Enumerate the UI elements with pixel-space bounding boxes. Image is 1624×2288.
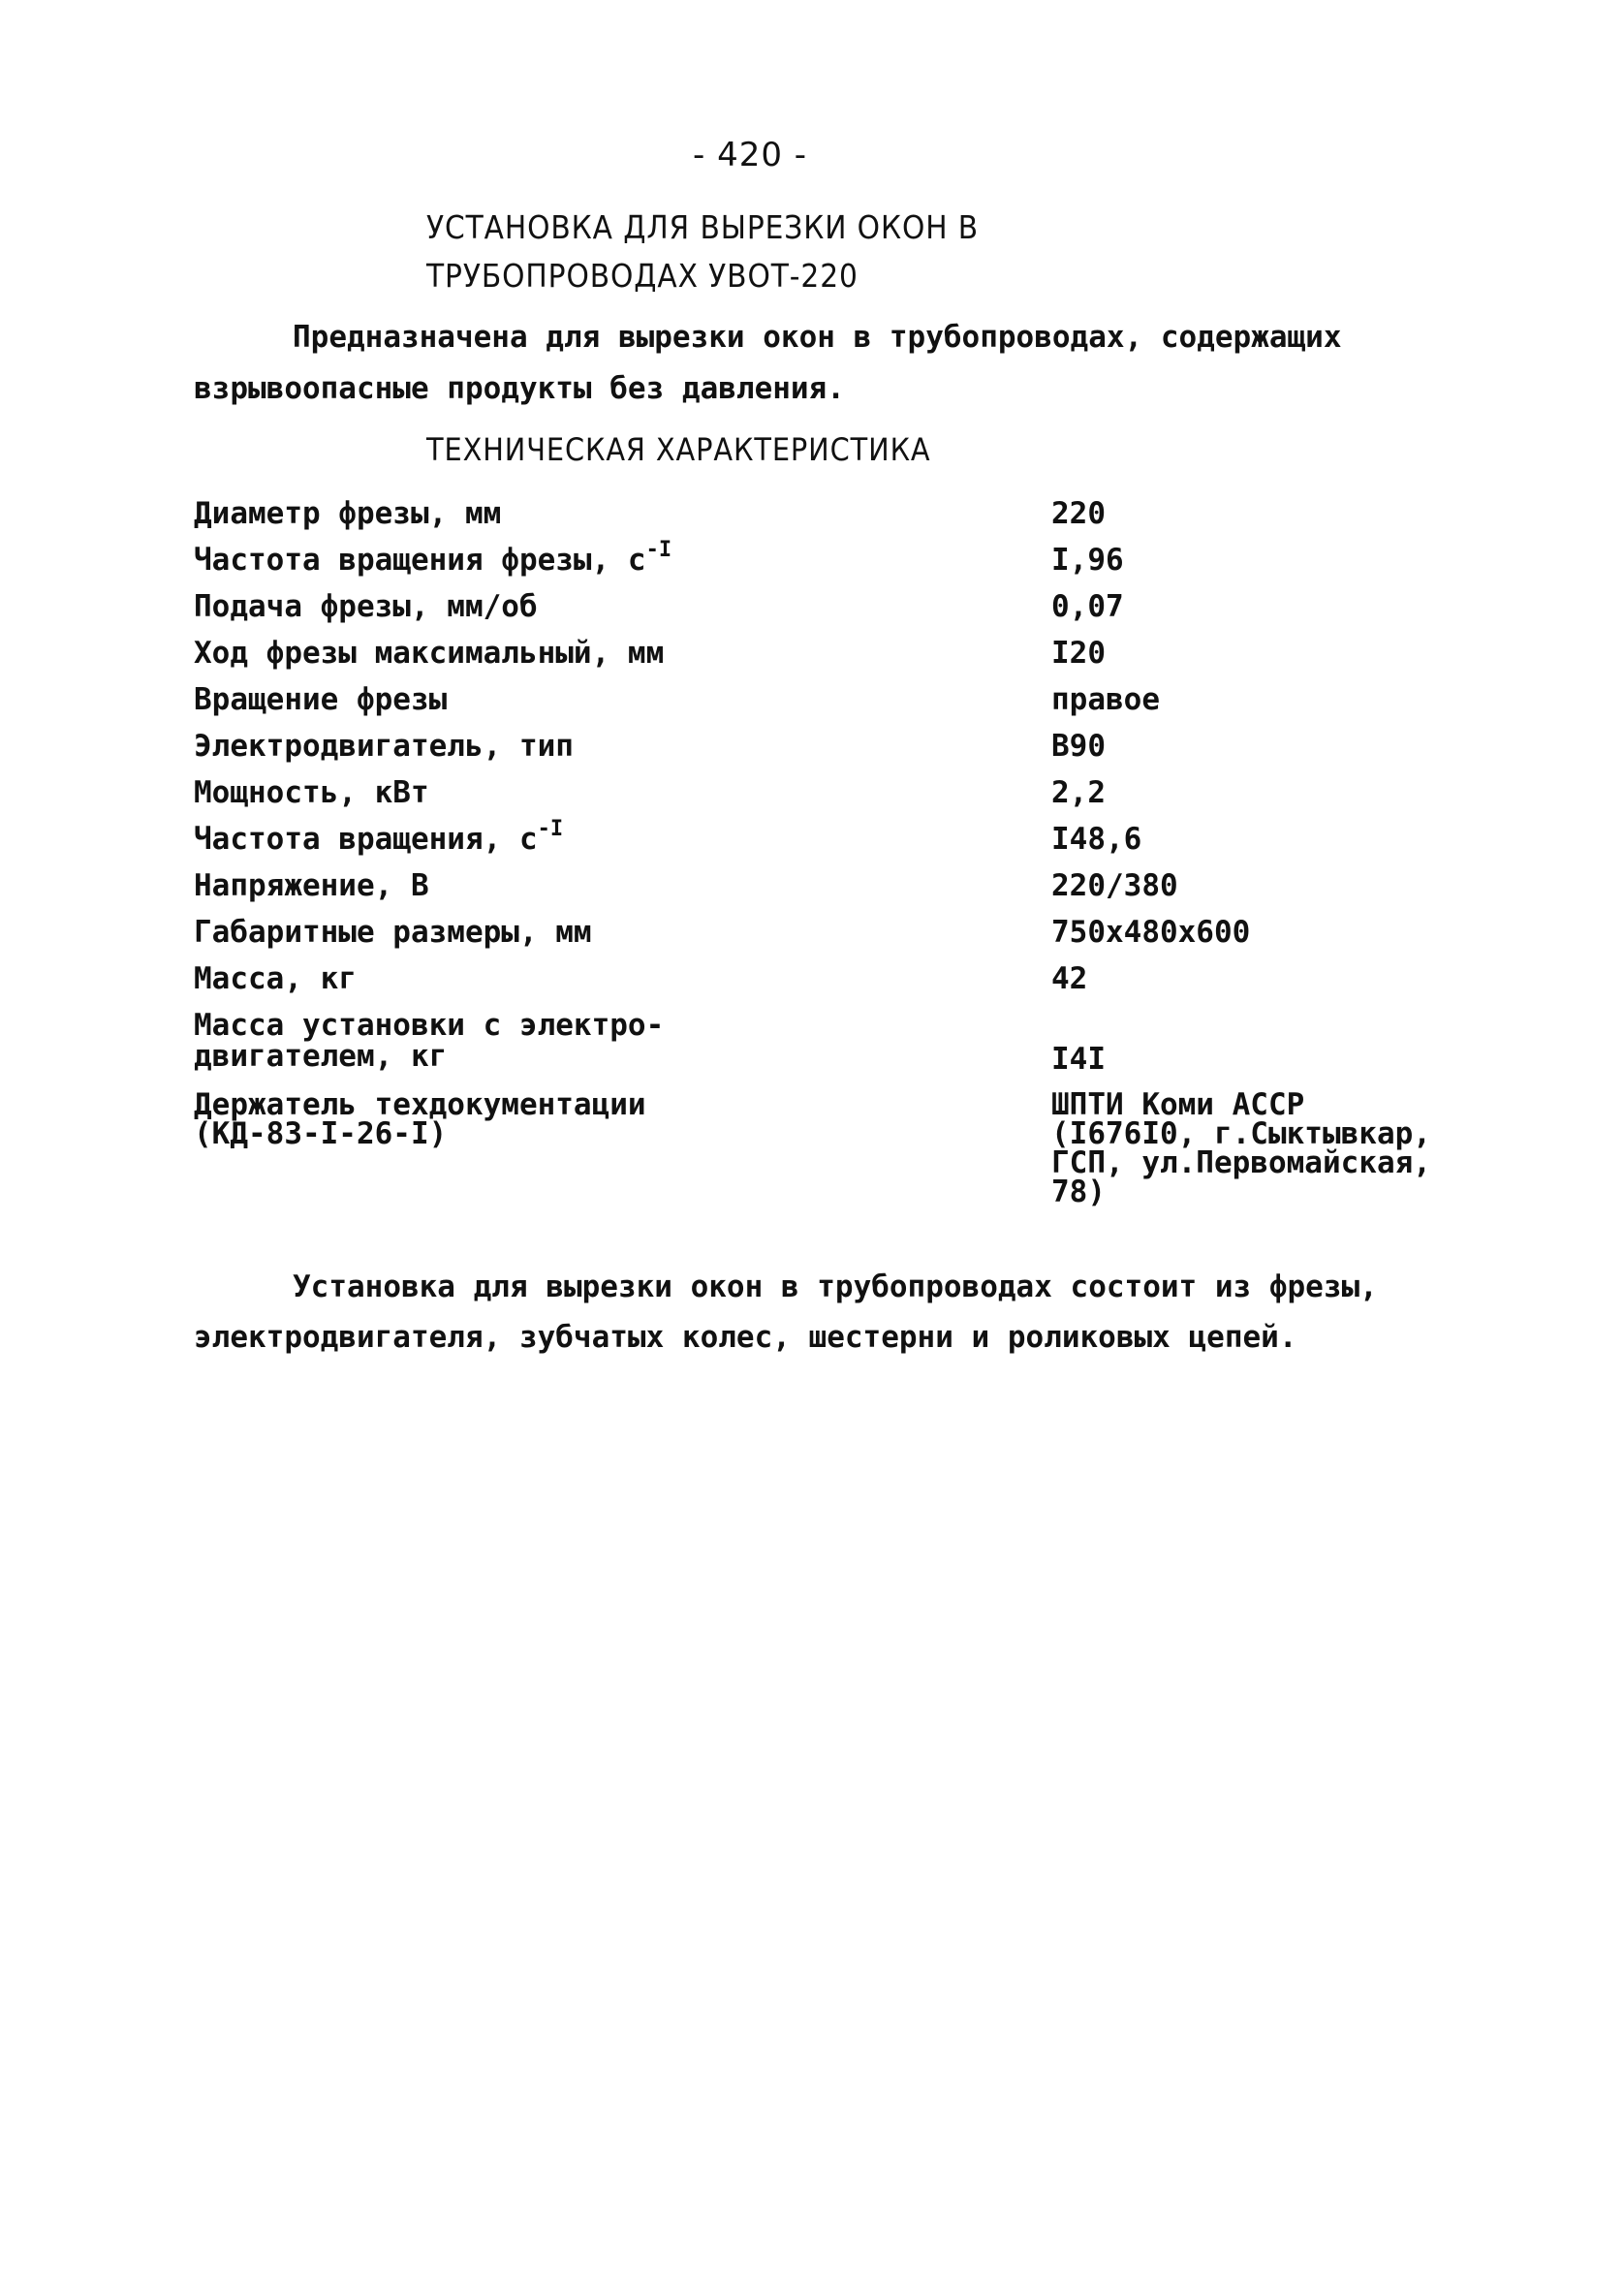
spec-label-text: Частота вращения фрезы, с — [194, 543, 646, 578]
spec-value: 220 — [1051, 496, 1106, 531]
spec-label: Ход фрезы максимальный, мм — [194, 636, 665, 671]
spec-label: Подача фрезы, мм/об — [194, 589, 538, 624]
spec-label-line-1: Масса установки с электро- — [194, 1008, 665, 1043]
spec-label: Напряжение, В — [194, 868, 429, 903]
spec-label: Масса, кг — [194, 961, 357, 996]
spec-value-line-1: ШПТИ Коми АССР — [1051, 1087, 1305, 1122]
intro-paragraph-line-2: взрывоопасные продукты без давления. — [194, 371, 845, 406]
spec-value: 42 — [1051, 961, 1088, 996]
spec-value: I4I — [1051, 1042, 1106, 1077]
spec-value: 750х480х600 — [1051, 915, 1251, 950]
spec-label-line-2: двигателем, кг — [194, 1039, 448, 1074]
spec-label: Вращение фрезы — [194, 682, 448, 717]
spec-value: 0,07 — [1051, 589, 1124, 624]
spec-value: I,96 — [1051, 543, 1124, 578]
spec-value: 2,2 — [1051, 775, 1106, 810]
spec-label: Мощность, кВт — [194, 775, 429, 810]
spec-label-superscript: -I — [645, 538, 672, 562]
spec-label: Габаритные размеры, мм — [194, 915, 592, 950]
spec-value-line-3: ГСП, ул.Первомайская, — [1051, 1145, 1431, 1180]
spec-value-line-2: (I676I0, г.Сыктывкар, — [1051, 1116, 1431, 1151]
document-title-line-2: ТРУБОПРОВОДАХ УВОТ-220 — [426, 257, 859, 295]
spec-label-text: Частота вращения, с — [194, 822, 538, 857]
spec-value: В90 — [1051, 729, 1106, 764]
spec-heading: ТЕХНИЧЕСКАЯ ХАРАКТЕРИСТИКА — [426, 431, 931, 468]
spec-value: 220/380 — [1051, 868, 1178, 903]
intro-paragraph-line-1: Предназначена для вырезки окон в трубопроводах, содержащих — [293, 320, 1342, 355]
spec-label: Диаметр фрезы, мм — [194, 496, 502, 531]
spec-value: правое — [1051, 682, 1160, 717]
spec-label-line-1: Держатель техдокументации — [194, 1087, 646, 1122]
spec-value-line-4: 78) — [1051, 1175, 1106, 1209]
page-number: - 420 - — [693, 136, 808, 174]
spec-label-line-2: (КД-83-I-26-I) — [194, 1116, 448, 1151]
spec-label-superscript: -I — [537, 817, 564, 841]
closing-paragraph-line-2: электродвигателя, зубчатых колес, шестерни и роликовых цепей. — [194, 1320, 1297, 1355]
spec-label — [194, 817, 564, 858]
closing-paragraph-line-1: Установка для вырезки окон в трубопроводах состоит из фрезы, — [293, 1269, 1378, 1304]
document-title-line-1: УСТАНОВКА ДЛЯ ВЫРЕЗКИ ОКОН В — [426, 208, 980, 246]
spec-label: Электродвигатель, тип — [194, 729, 574, 764]
spec-label — [194, 538, 672, 579]
spec-value: I48,6 — [1051, 822, 1142, 857]
spec-value: I20 — [1051, 636, 1106, 671]
